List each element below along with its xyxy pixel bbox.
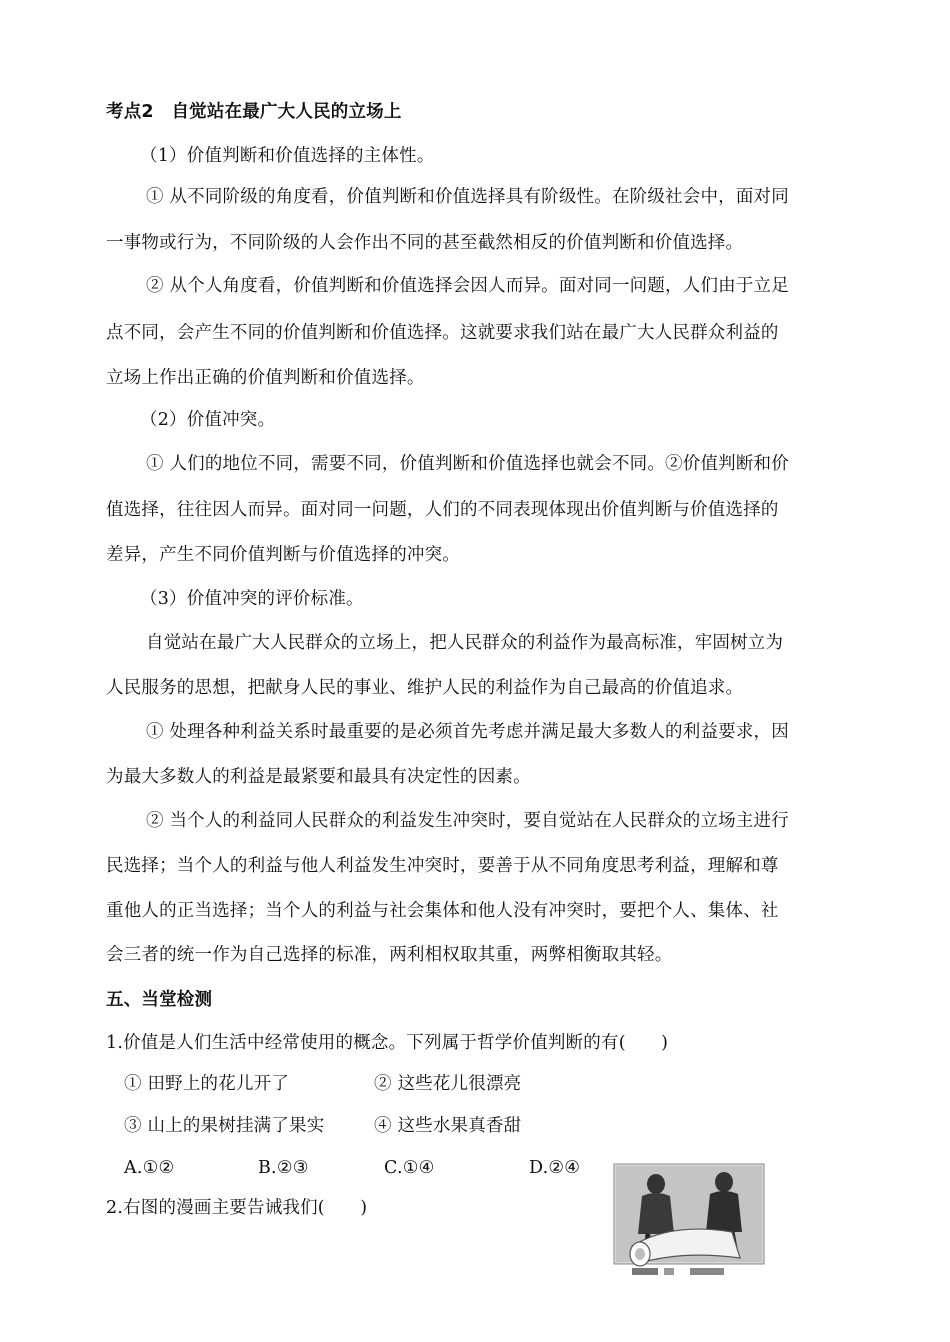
question-1-option: ③ 山上的果树挂满了果实	[124, 1116, 325, 1136]
question-1-choice-a: A.①②	[124, 1158, 175, 1178]
section-heading: 考点2 自觉站在最广大人民的立场上	[106, 102, 402, 122]
question-1: 1.价值是人们生活中经常使用的概念。下列属于哲学价值判断的有( )	[106, 1033, 669, 1053]
subsection-title-1: （1）价值判断和价值选择的主体性。	[140, 146, 435, 166]
paragraph-line: 自觉站在最广大人民群众的立场上，把人民群众的利益作为最高标准，牢固树立为	[146, 633, 784, 653]
paragraph-line: 一事物或行为，不同阶级的人会作出不同的甚至截然相反的价值判断和价值选择。	[106, 233, 744, 253]
paragraph-line: 民选择；当个人的利益与他人利益发生冲突时，要善于从不同角度思考利益，理解和尊	[106, 856, 779, 876]
paragraph-line: 为最大多数人的利益是最紧要和最具有决定性的因素。	[106, 767, 531, 787]
paragraph-line: 重他人的正当选择；当个人的利益与社会集体和他人没有冲突时，要把个人、集体、社	[106, 901, 779, 921]
subsection-title-2: （2）价值冲突。	[140, 410, 276, 430]
question-1-option: ② 这些花儿很漂亮	[374, 1074, 522, 1094]
exercise-heading: 五、当堂检测	[106, 990, 213, 1010]
paragraph-line: 值选择，往往因人而异。面对同一问题，人们的不同表现体现出价值判断与价值选择的	[106, 500, 779, 520]
paragraph-line: 立场上作出正确的价值判断和价值选择。	[106, 368, 425, 388]
question-1-option: ① 田野上的花儿开了	[124, 1074, 290, 1094]
paragraph-line: 点不同，会产生不同的价值判断和价值选择。这就要求我们站在最广大人民群众利益的	[106, 323, 779, 343]
question-1-choice-d: D.②④	[529, 1158, 581, 1178]
paragraph-line: ② 从个人角度看，价值判断和价值选择会因人而异。面对同一问题，人们由于立足	[146, 276, 789, 296]
paragraph-line: ① 从不同阶级的角度看，价值判断和价值选择具有阶级性。在阶级社会中，面对同	[146, 187, 789, 207]
paragraph-line: 会三者的统一作为自己选择的标准，两利相权取其重，两弊相衡取其轻。	[106, 945, 673, 965]
paragraph-line: ① 处理各种利益关系时最重要的是必须首先考虑并满足最大多数人的利益要求，因	[146, 722, 789, 742]
question-1-choice-c: C.①④	[384, 1158, 435, 1178]
question-1-option: ④ 这些水果真香甜	[374, 1116, 522, 1136]
question-1-choice-b: B.②③	[258, 1158, 309, 1178]
cartoon-image	[612, 1162, 768, 1278]
paragraph-line: 差异，产生不同价值判断与价值选择的冲突。	[106, 545, 460, 565]
paragraph-line: ② 当个人的利益同人民群众的利益发生冲突时，要自觉站在人民群众的立场主进行	[146, 811, 789, 831]
question-2: 2.右图的漫画主要告诫我们( )	[106, 1198, 368, 1218]
paragraph-line: 人民服务的思想，把献身人民的事业、维护人民的利益作为自己最高的价值追求。	[106, 678, 744, 698]
subsection-title-3: （3）价值冲突的评价标准。	[140, 589, 364, 609]
paragraph-line: ① 人们的地位不同，需要不同，价值判断和价值选择也就会不同。②价值判断和价	[146, 454, 789, 474]
